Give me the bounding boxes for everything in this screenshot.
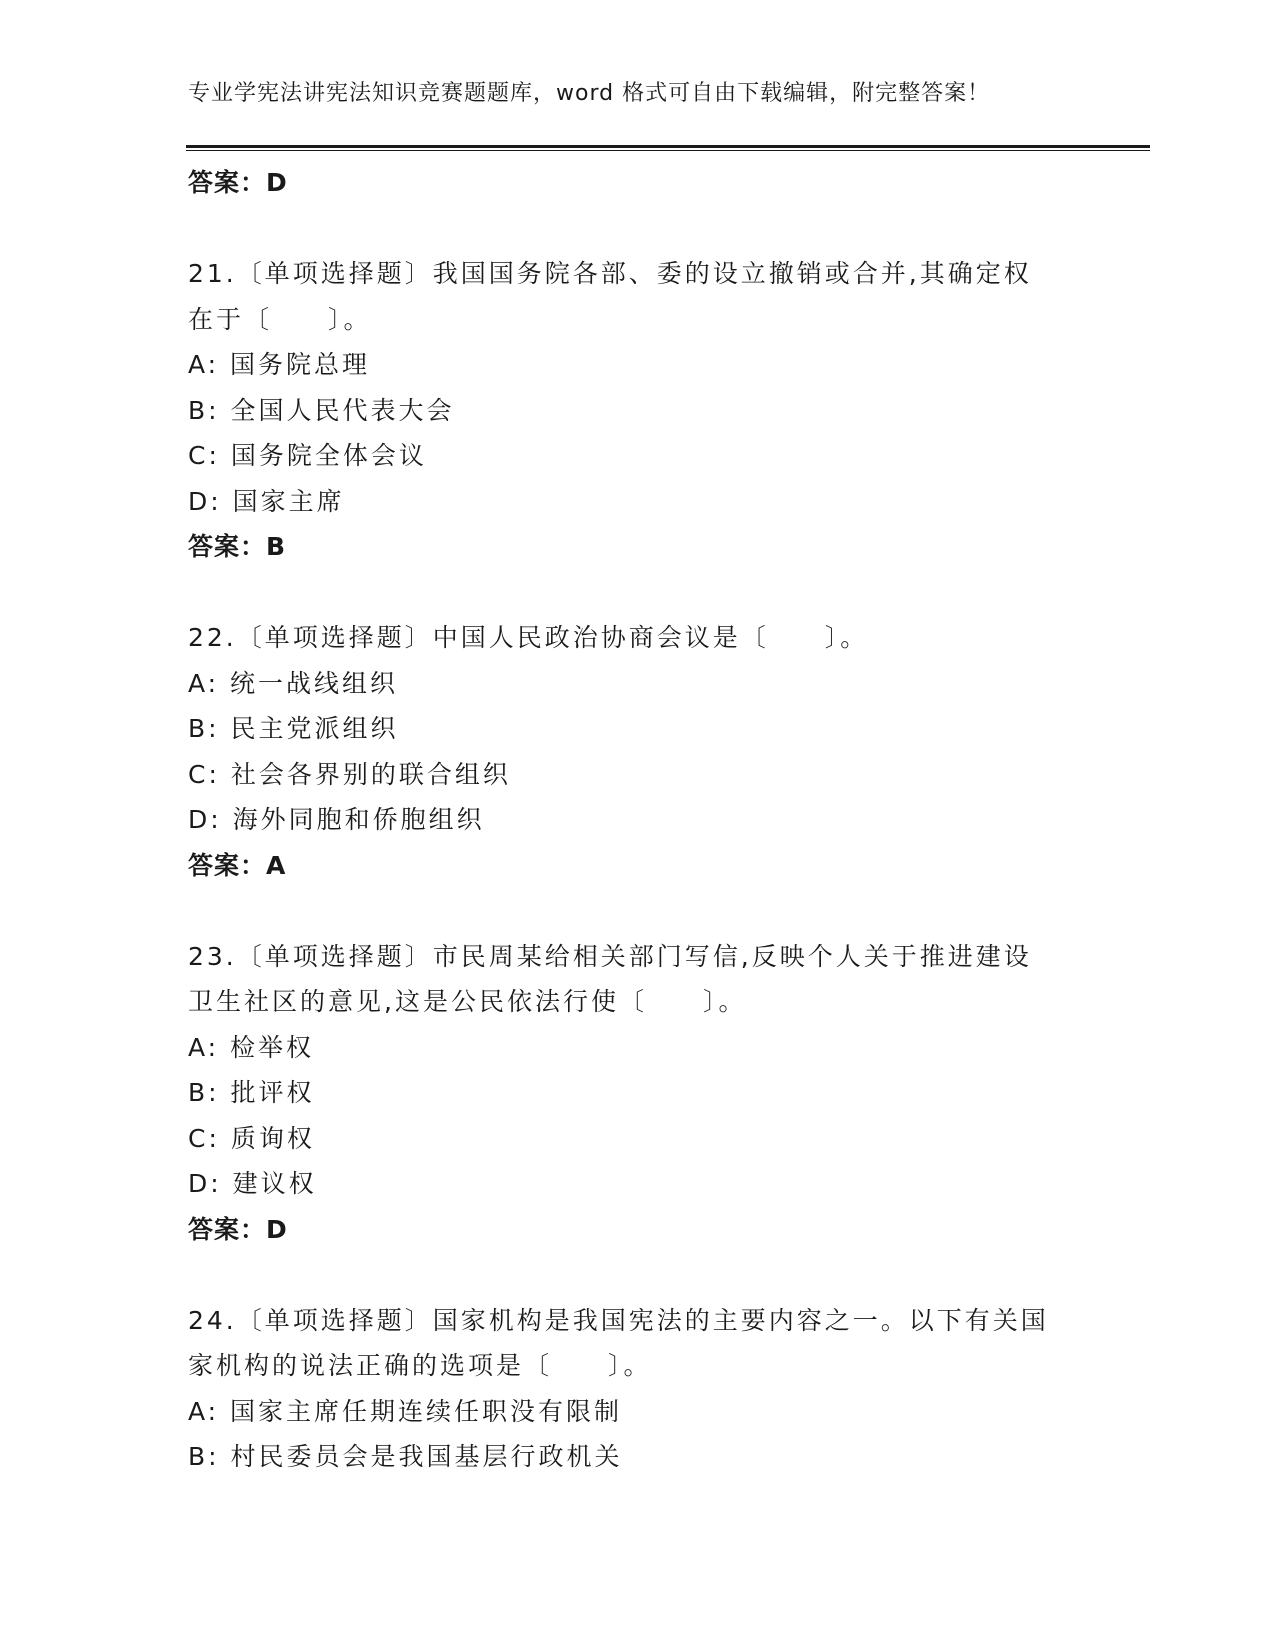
option-a: A: 检举权 xyxy=(188,1032,315,1062)
option-b: B: 村民委员会是我国基层行政机关 xyxy=(188,1442,623,1471)
question-stem: 卫生社区的意见,这是公民依法行使〔 〕。 xyxy=(188,987,747,1016)
answer-line: 答案：A xyxy=(188,850,287,880)
option-c: C: 社会各界别的联合组织 xyxy=(188,759,511,789)
answer-line: 答案：B xyxy=(188,532,287,561)
question-stem: 在于〔 〕。 xyxy=(188,304,372,334)
page-header: 专业学宪法讲宪法知识竞赛题题库，word 格式可自由下载编辑，附完整答案！ xyxy=(188,81,991,106)
spacer xyxy=(188,570,1088,616)
spacer xyxy=(188,1252,1088,1298)
question-stem: 24.〔单项选择题〕国家机构是我国宪法的主要内容之一。以下有关国 xyxy=(188,1305,1049,1335)
option-b: B: 批评权 xyxy=(188,1078,315,1107)
header-rule-thick xyxy=(186,145,1150,148)
question-stem: 23.〔单项选择题〕市民周某给相关部门写信,反映个人关于推进建设 xyxy=(188,941,1032,971)
question-stem: 22.〔单项选择题〕中国人民政治协商会议是〔 〕。 xyxy=(188,623,869,652)
answer-line: 答案：D xyxy=(188,168,288,197)
option-c: C: 国务院全体会议 xyxy=(188,441,427,470)
option-a: A: 国家主席任期连续任职没有限制 xyxy=(188,1396,623,1426)
option-a: A: 国务院总理 xyxy=(188,350,371,379)
option-a: A: 统一战线组织 xyxy=(188,668,399,698)
option-c: C: 质询权 xyxy=(188,1123,315,1153)
option-b: B: 民主党派组织 xyxy=(188,714,399,743)
question-item xyxy=(188,1298,1088,1480)
question-list xyxy=(188,160,1088,1480)
spacer xyxy=(188,206,1088,252)
option-d: D: 海外同胞和侨胞组织 xyxy=(188,805,485,834)
option-b: B: 全国人民代表大会 xyxy=(188,395,455,425)
question-stem: 21.〔单项选择题〕我国国务院各部、委的设立撤销或合并,其确定权 xyxy=(188,259,1032,288)
option-d: D: 建议权 xyxy=(188,1169,317,1198)
spacer xyxy=(188,888,1088,934)
answer-line: 答案：D xyxy=(188,1214,288,1244)
option-d: D: 国家主席 xyxy=(188,486,345,516)
question-item xyxy=(188,251,1088,570)
header-rule-thin xyxy=(186,150,1150,151)
question-item xyxy=(188,934,1088,1253)
question-stem: 家机构的说法正确的选项是〔 〕。 xyxy=(188,1351,652,1380)
question-item xyxy=(188,615,1088,888)
